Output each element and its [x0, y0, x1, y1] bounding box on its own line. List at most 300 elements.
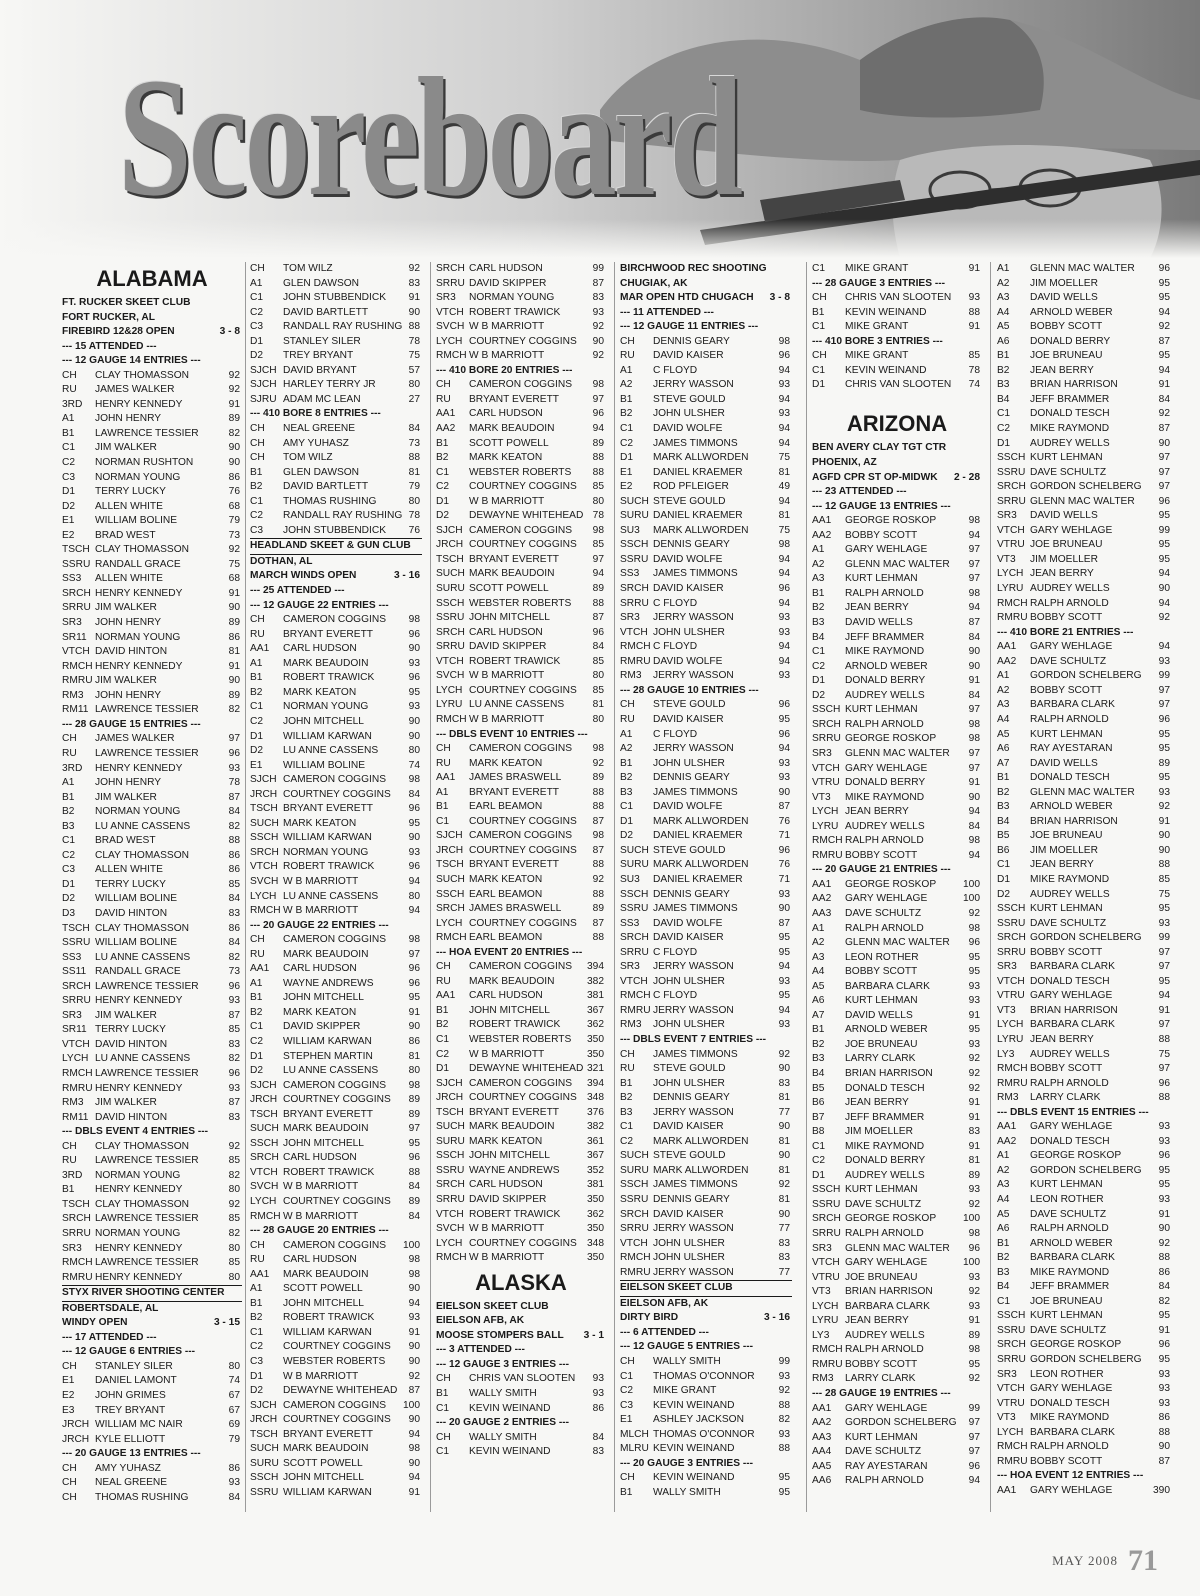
- class-code: CH: [62, 1360, 77, 1372]
- shooter-name: NORMAN YOUNG: [469, 292, 555, 304]
- score: 90: [778, 1063, 790, 1075]
- class-code: VT3: [997, 1412, 1016, 1424]
- shooter-name: MARK KEATON: [469, 757, 543, 769]
- score: 88: [592, 786, 604, 798]
- shooter-name: JAMES BRASWELL: [469, 903, 562, 915]
- score: 94: [968, 849, 980, 861]
- result-row: [62, 732, 242, 747]
- result-row: [812, 805, 982, 820]
- class-code: AA1: [436, 990, 456, 1002]
- score: 94: [778, 641, 790, 653]
- class-code: TSCH: [436, 553, 464, 565]
- result-row: [436, 1164, 606, 1179]
- shooter-name: DAVE SCHULTZ: [1030, 655, 1107, 667]
- score: 95: [1158, 903, 1170, 915]
- score: 93: [408, 657, 420, 669]
- heading-text: EIELSON SKEET CLUB: [436, 1300, 549, 1312]
- event-heading: [62, 311, 242, 326]
- class-code: A1: [250, 977, 263, 989]
- result-row: [250, 437, 422, 452]
- shooter-name: GARY WEHLAGE: [845, 1402, 928, 1414]
- class-code: AA1: [250, 963, 270, 975]
- event-heading: [812, 471, 982, 486]
- score: 95: [1158, 743, 1170, 755]
- results-column-3: [436, 262, 606, 1460]
- class-code: CH: [62, 733, 77, 745]
- shooter-name: DONALD TESCH: [1030, 975, 1110, 987]
- score: 90: [408, 1457, 420, 1469]
- class-code: A4: [812, 966, 825, 978]
- shooter-name: JEAN BERRY: [845, 1315, 909, 1327]
- class-code: A3: [997, 292, 1010, 304]
- class-code: RU: [620, 1063, 635, 1075]
- class-code: SSCH: [250, 832, 279, 844]
- result-row: [250, 991, 422, 1006]
- event-heading: [620, 1297, 792, 1312]
- class-code: RU: [436, 975, 451, 987]
- shooter-name: DONALD TESCH: [1030, 408, 1110, 420]
- result-row: [250, 1268, 422, 1283]
- result-row: [812, 1154, 982, 1169]
- result-row: [620, 567, 792, 582]
- class-code: RMRU: [62, 1082, 93, 1094]
- score: 93: [778, 975, 790, 987]
- result-row: [436, 349, 606, 364]
- class-code: D1: [812, 1169, 826, 1181]
- result-row: [620, 466, 792, 481]
- shooter-name: JOHN ULSHER: [653, 975, 725, 987]
- class-code: VTCH: [620, 1237, 648, 1249]
- score: 81: [778, 1135, 790, 1147]
- class-code: RU: [436, 393, 451, 405]
- shooter-name: LU ANNE CASSENS: [469, 699, 565, 711]
- score: 77: [778, 1223, 790, 1235]
- shooter-name: THOMAS RUSHING: [95, 1491, 189, 1503]
- result-row: [250, 1486, 422, 1501]
- shooter-name: JEAN BERRY: [1030, 568, 1094, 580]
- shooter-name: DEWAYNE WHITEHEAD: [469, 510, 584, 522]
- result-row: [436, 393, 606, 408]
- shooter-name: HENRY KENNEDY: [95, 1242, 183, 1254]
- score: 94: [778, 553, 790, 565]
- class-code: B2: [250, 686, 263, 698]
- result-row: [620, 800, 792, 815]
- shooter-name: GARY WEHLAGE: [1030, 1121, 1113, 1133]
- result-row: [436, 277, 606, 292]
- score: 93: [778, 408, 790, 420]
- shooter-name: RANDALL GRACE: [95, 558, 181, 570]
- shooter-name: LU ANNE CASSENS: [283, 1065, 379, 1077]
- class-code: C1: [436, 466, 450, 478]
- result-row: [436, 291, 606, 306]
- class-code: AA1: [436, 408, 456, 420]
- result-row: [620, 757, 792, 772]
- result-row: [436, 378, 606, 393]
- class-code: B2: [997, 364, 1010, 376]
- heading-text: WINDY OPEN: [62, 1317, 128, 1329]
- result-row: [436, 655, 606, 670]
- class-code: SR3: [620, 612, 640, 624]
- event-date: 3 - 15: [213, 1317, 240, 1329]
- score: 350: [587, 1223, 604, 1235]
- score: 90: [1158, 583, 1170, 595]
- class-code: D1: [436, 1063, 450, 1075]
- class-code: SRCH: [436, 263, 465, 274]
- result-row: [250, 1297, 422, 1312]
- score: 85: [228, 1024, 240, 1036]
- result-row: [436, 989, 606, 1004]
- score: 93: [1158, 1194, 1170, 1205]
- result-row: [812, 936, 982, 951]
- shooter-name: WAYNE ANDREWS: [469, 1164, 560, 1176]
- result-row: [436, 538, 606, 553]
- shooter-name: STEVE GOULD: [653, 699, 726, 711]
- score: 88: [968, 306, 980, 318]
- result-row: [997, 829, 1172, 844]
- shooter-name: COURTNEY COGGINS: [469, 815, 577, 827]
- result-row: [620, 538, 792, 553]
- result-row: [997, 349, 1172, 364]
- class-code: CH: [62, 369, 77, 381]
- score: 74: [968, 379, 980, 391]
- shooter-name: DENNIS GEARY: [653, 539, 730, 551]
- result-row: [436, 844, 606, 859]
- class-code: B6: [812, 1097, 825, 1109]
- class-code: SRRU: [62, 1228, 91, 1239]
- shooter-name: DAVE SCHULTZ: [1030, 1208, 1107, 1220]
- score: 91: [408, 1326, 420, 1338]
- score: 96: [408, 803, 420, 815]
- result-row: [620, 1237, 792, 1252]
- class-code: RMCH: [436, 350, 467, 362]
- class-code: VT3: [812, 791, 831, 803]
- class-code: RMCH: [436, 932, 467, 944]
- result-row: [812, 965, 982, 980]
- shooter-name: BOBBY SCOTT: [845, 529, 918, 541]
- result-row: [997, 902, 1172, 917]
- score: 80: [228, 1242, 240, 1254]
- shooter-name: NEAL GREENE: [283, 423, 356, 435]
- shooter-name: CAMERON COGGINS: [469, 379, 573, 391]
- result-row: [436, 306, 606, 321]
- shooter-name: AUDREY WELLS: [845, 820, 925, 832]
- result-row: [250, 1457, 422, 1472]
- result-row: [436, 698, 606, 713]
- heading-text: --- 20 GAUGE 21 ENTRIES ---: [812, 864, 951, 876]
- score: 97: [968, 544, 980, 556]
- result-row: [436, 466, 606, 481]
- class-code: RMRU: [620, 1266, 651, 1278]
- class-code: SJCH: [250, 1399, 277, 1411]
- result-row: [620, 582, 792, 597]
- result-row: [997, 553, 1172, 568]
- shooter-name: JIM WALKER: [95, 791, 157, 803]
- class-code: CH: [620, 1356, 635, 1368]
- class-code: SSRU: [62, 558, 91, 570]
- shooter-name: CLAY THOMASSON: [95, 1140, 189, 1152]
- shooter-name: KURT LEHMAN: [1030, 452, 1103, 464]
- score: 76: [778, 859, 790, 871]
- shooter-name: WALLY SMITH: [469, 1388, 537, 1400]
- shooter-name: DONALD BERRY: [845, 1155, 926, 1167]
- result-row: [436, 786, 606, 801]
- class-code: RU: [250, 948, 265, 960]
- class-code: D2: [250, 1385, 264, 1397]
- class-code: A2: [997, 1164, 1010, 1176]
- heading-text: STYX RIVER SHOOTING CENTER: [62, 1287, 225, 1299]
- result-row: [997, 1018, 1172, 1033]
- score: 99: [1158, 932, 1170, 944]
- shooter-name: JERRY WASSON: [653, 1106, 734, 1118]
- score: 94: [968, 1475, 980, 1487]
- class-code: D1: [812, 675, 826, 687]
- heading-text: --- 12 GAUGE 22 ENTRIES ---: [250, 599, 389, 611]
- result-row: [812, 1372, 982, 1387]
- result-row: [62, 1418, 242, 1433]
- result-row: [997, 1120, 1172, 1135]
- shooter-name: JEAN BERRY: [845, 602, 909, 614]
- shooter-name: JEFF BRAMMER: [845, 1111, 925, 1123]
- class-code: SSRU: [812, 1198, 841, 1210]
- shooter-name: LU ANNE CASSENS: [95, 820, 191, 832]
- result-row: [250, 335, 422, 350]
- class-code: E3: [62, 1404, 75, 1416]
- class-code: LYCH: [436, 335, 463, 347]
- score: 98: [968, 733, 980, 745]
- shooter-name: LAWRENCE TESSIER: [95, 1257, 199, 1269]
- score: 100: [403, 1239, 420, 1251]
- class-code: SUCH: [250, 1123, 279, 1135]
- shooter-name: WILLIAM KARWAN: [283, 1326, 372, 1338]
- shooter-name: HENRY KENNEDY: [95, 398, 183, 410]
- result-row: [812, 1300, 982, 1315]
- class-code: C1: [812, 364, 826, 376]
- class-code: B1: [997, 350, 1010, 362]
- class-code: RU: [62, 384, 77, 396]
- score: 73: [228, 966, 240, 978]
- class-code: SUCH: [620, 1150, 649, 1162]
- class-code: B3: [620, 786, 633, 798]
- shooter-name: DONALD TESCH: [845, 1082, 925, 1094]
- result-row: [250, 1210, 422, 1225]
- class-code: CH: [62, 1477, 77, 1489]
- result-row: [812, 747, 982, 762]
- shooter-name: EARL BEAMON: [469, 801, 543, 813]
- shooter-name: CARL HUDSON: [283, 643, 357, 655]
- class-code: VTCH: [436, 306, 464, 318]
- event-date: 3 - 8: [219, 326, 240, 338]
- result-row: [436, 1033, 606, 1048]
- shooter-name: ROBERT TRAWICK: [283, 1166, 375, 1178]
- class-code: LYCH: [997, 1426, 1024, 1438]
- state-heading: ALASKA: [475, 1269, 567, 1295]
- result-row: [62, 1140, 242, 1155]
- result-row: [620, 364, 792, 379]
- score: 80: [408, 1065, 420, 1077]
- result-row: [620, 1208, 792, 1223]
- class-code: AA3: [812, 1431, 832, 1443]
- score: 92: [408, 263, 420, 274]
- score: 99: [1158, 670, 1170, 682]
- result-row: [436, 1149, 606, 1164]
- event-heading: [997, 626, 1172, 641]
- shooter-name: C FLOYD: [653, 597, 698, 609]
- score: 95: [1158, 1164, 1170, 1176]
- class-code: A5: [812, 980, 825, 992]
- class-code: C1: [620, 423, 634, 435]
- score: 91: [1158, 1004, 1170, 1016]
- class-code: RMCH: [997, 1441, 1028, 1453]
- heading-text: --- 20 GAUGE 2 ENTRIES ---: [436, 1417, 570, 1429]
- shooter-name: JOHN GRIMES: [95, 1390, 166, 1402]
- class-code: AA2: [812, 1417, 832, 1429]
- result-row: [250, 817, 422, 832]
- shooter-name: MIKE RAYMOND: [845, 646, 925, 658]
- result-row: [250, 306, 422, 321]
- class-code: D2: [250, 1065, 264, 1077]
- score: 69: [228, 1419, 240, 1431]
- result-row: [812, 645, 982, 660]
- result-row: [250, 1137, 422, 1152]
- result-row: [62, 820, 242, 835]
- result-row: [62, 485, 242, 500]
- class-code: CH: [62, 1462, 77, 1474]
- heading-text: --- 28 GAUGE 15 ENTRIES ---: [62, 718, 201, 730]
- result-row: [250, 1151, 422, 1166]
- issue-date: MAY 2008: [1052, 1553, 1118, 1568]
- shooter-name: CARL HUDSON: [469, 408, 543, 420]
- result-row: [997, 1455, 1172, 1470]
- class-code: B6: [997, 844, 1010, 856]
- result-row: [812, 1256, 982, 1271]
- heading-text: EIELSON AFB, AK: [620, 1297, 709, 1309]
- score: 83: [778, 1077, 790, 1089]
- class-code: A2: [620, 743, 633, 755]
- result-row: [62, 601, 242, 616]
- shooter-name: BRYANT EVERETT: [283, 803, 374, 815]
- result-row: [62, 1227, 242, 1242]
- score: 96: [1158, 495, 1170, 507]
- class-code: SRRU: [620, 946, 649, 958]
- score: 96: [408, 861, 420, 873]
- score: 89: [228, 413, 240, 425]
- class-code: RMRU: [997, 612, 1028, 624]
- score: 96: [408, 628, 420, 640]
- result-row: [62, 1360, 242, 1375]
- class-code: SR3: [812, 747, 832, 759]
- score: 93: [968, 1038, 980, 1050]
- class-code: A3: [812, 573, 825, 585]
- shooter-name: JERRY WASSON: [653, 379, 734, 391]
- shooter-name: WALLY SMITH: [469, 1431, 537, 1443]
- class-code: B3: [620, 1106, 633, 1118]
- shooter-name: SCOTT POWELL: [469, 437, 549, 449]
- score: 92: [1158, 801, 1170, 813]
- shooter-name: HENRY KENNEDY: [95, 660, 183, 672]
- class-code: CH: [62, 1491, 77, 1503]
- shooter-name: JOHN MITCHELL: [283, 1297, 364, 1309]
- event-heading: [62, 1331, 242, 1346]
- shooter-name: LAWRENCE TESSIER: [95, 704, 199, 716]
- class-code: B2: [812, 602, 825, 614]
- class-code: RMRU: [620, 655, 651, 667]
- shooter-name: GLENN MAC WALTER: [1030, 495, 1135, 507]
- result-row: [997, 335, 1172, 350]
- shooter-name: JAMES TIMMONS: [653, 786, 738, 798]
- class-code: VTCH: [812, 1257, 840, 1269]
- score: 350: [587, 1048, 604, 1060]
- score: 90: [778, 1121, 790, 1133]
- event-heading: [250, 569, 422, 584]
- class-code: SSRU: [620, 553, 649, 565]
- shooter-name: JERRY WASSON: [653, 1004, 734, 1016]
- shooter-name: BRYANT EVERETT: [469, 393, 560, 405]
- score: 86: [592, 1402, 604, 1414]
- class-code: B3: [997, 801, 1010, 813]
- class-code: C1: [812, 646, 826, 658]
- score: 92: [592, 321, 604, 333]
- column-divider: [990, 262, 991, 1512]
- score: 87: [778, 801, 790, 813]
- class-code: SURU: [620, 1164, 649, 1176]
- shooter-name: SCOTT POWELL: [283, 1457, 363, 1469]
- shooter-name: CHRIS VAN SLOOTEN: [469, 1373, 576, 1385]
- score: 68: [228, 500, 240, 512]
- score: 93: [968, 1300, 980, 1312]
- shooter-name: GEORGE ROSKOP: [845, 733, 937, 745]
- class-code: 3RD: [62, 762, 83, 774]
- class-code: 3RD: [62, 1169, 83, 1181]
- shooter-name: LARRY CLARK: [1030, 1092, 1101, 1104]
- shooter-name: JOHN ULSHER: [653, 408, 725, 420]
- shooter-name: BARBARA CLARK: [845, 980, 930, 992]
- score: 84: [408, 788, 420, 800]
- result-row: [62, 1389, 242, 1404]
- class-code: LYRU: [997, 583, 1024, 595]
- class-code: D1: [62, 878, 76, 890]
- class-code: CH: [250, 934, 265, 946]
- shooter-name: LAWRENCE TESSIER: [95, 1155, 199, 1167]
- shooter-name: DAVID BARTLETT: [283, 306, 369, 318]
- shooter-name: JOE BRUNEAU: [1030, 1295, 1103, 1307]
- score: 99: [1158, 524, 1170, 536]
- score: 94: [968, 602, 980, 614]
- class-code: JRCH: [250, 788, 278, 800]
- shooter-name: DAVID KAISER: [653, 713, 724, 725]
- shooter-name: MIKE RAYMOND: [1030, 1266, 1110, 1278]
- result-row: [812, 1343, 982, 1358]
- class-code: VTRU: [997, 1397, 1025, 1409]
- shooter-name: CARL HUDSON: [283, 963, 357, 975]
- shooter-name: MARK BEAUDOIN: [283, 948, 369, 960]
- score: 88: [592, 597, 604, 609]
- shooter-name: W B MARRIOTT: [469, 1048, 545, 1060]
- result-row: [812, 1140, 982, 1155]
- event-date: 3 - 1: [583, 1329, 604, 1341]
- result-row: [436, 480, 606, 495]
- class-code: RM11: [62, 1111, 89, 1123]
- result-row: [436, 1062, 606, 1077]
- result-row: [812, 262, 982, 277]
- result-row: [812, 892, 982, 907]
- shooter-name: JERRY WASSON: [653, 1266, 734, 1278]
- score: 85: [228, 1155, 240, 1167]
- score: 80: [228, 1271, 240, 1283]
- class-code: SS3: [62, 951, 82, 963]
- score: 87: [1158, 335, 1170, 347]
- score: 88: [592, 452, 604, 464]
- shooter-name: MARK BEAUDOIN: [283, 1123, 369, 1135]
